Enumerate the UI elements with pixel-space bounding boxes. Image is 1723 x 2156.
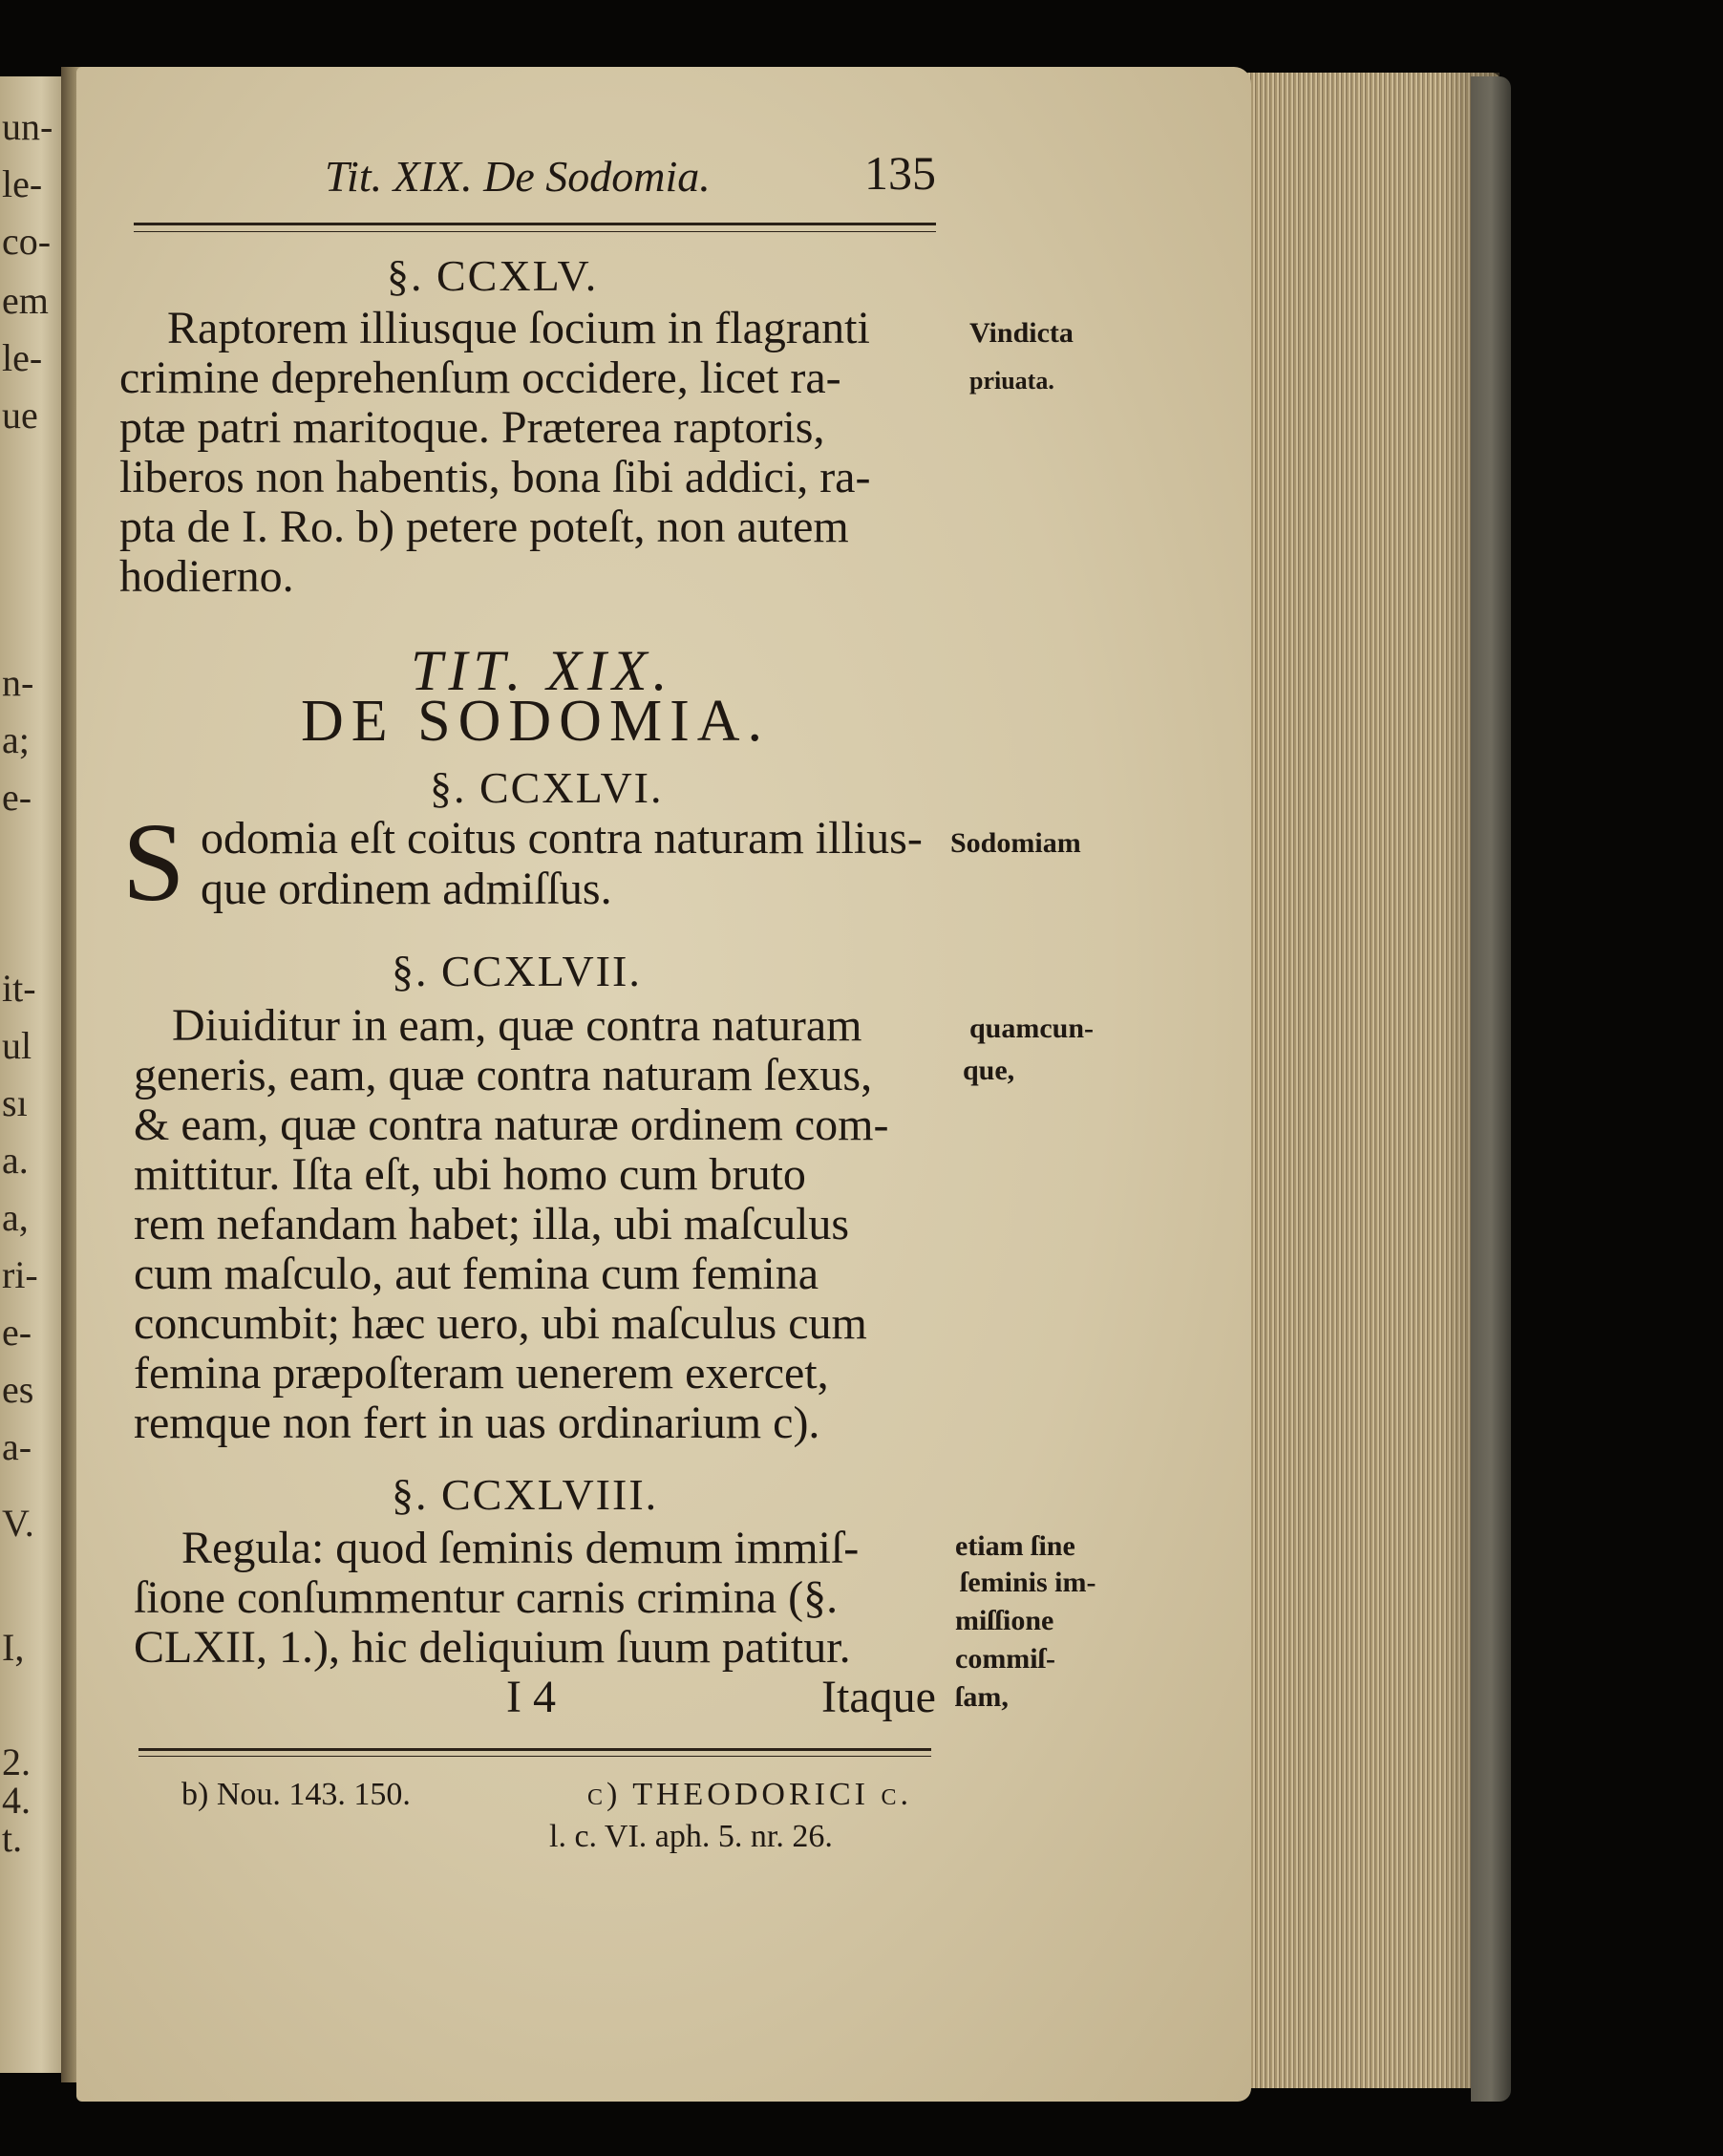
left-page-fragment: 2. [2, 1740, 31, 1783]
left-page-fragment: ri- [2, 1253, 38, 1296]
left-page-fragment: le- [2, 336, 43, 379]
sec247-line-2: generis, eam, quæ contra naturam ſexus, [134, 1050, 873, 1100]
page-number: 135 [864, 146, 936, 200]
left-page-fragment: le- [2, 162, 43, 205]
left-page-fragment: a- [2, 1425, 32, 1468]
running-title: Tit. XIX. De Sodomia. [325, 152, 711, 201]
footnote-c-line-2: l. c. VI. aph. 5. nr. 26. [549, 1819, 833, 1854]
left-page-fragment: 4. [2, 1779, 31, 1822]
left-page-fragment: sı [2, 1081, 28, 1124]
margin-note-248-1: etiam ſine [955, 1530, 1075, 1562]
margin-note-248-5: ſam, [955, 1681, 1009, 1713]
sec248-line-3: CLXII, 1.), hic deliquium ſuum patitur. [134, 1622, 851, 1673]
section-heading-246: §. CCXLVI. [430, 763, 664, 812]
margin-note-248-4: commiſ- [955, 1643, 1055, 1675]
header-rule-thin [134, 231, 936, 232]
sec247-line-9: remque non fert in uas ordinarium c). [134, 1398, 820, 1448]
chapter-title-number: TIT. XIX. [411, 639, 673, 702]
sec246-line-1: odomia eſt coitus contra naturam illius- [201, 813, 923, 864]
sec246-line-2: que ordinem admiſſus. [201, 864, 612, 914]
left-facing-page-edge [0, 76, 69, 2073]
margin-note-248-3: miſſione [955, 1605, 1054, 1636]
margin-note-248-2: ſeminis im- [960, 1567, 1096, 1598]
chapter-title: DE SODOMIA. [301, 689, 770, 754]
sec247-line-8: femina præpoſteram uenerem exercet, [134, 1348, 829, 1398]
book-cover-edge [1471, 76, 1511, 2102]
left-page-fragment: em [2, 279, 49, 322]
sec245-line-6: hodierno. [119, 551, 294, 602]
left-page-fragment: e- [2, 1311, 32, 1354]
left-page-fragment: ul [2, 1024, 32, 1067]
left-page-fragment: a, [2, 1196, 29, 1239]
sec245-line-3: ptæ patri maritoque. Præterea raptoris, [119, 402, 825, 453]
margin-note-245-2: priuata. [969, 367, 1054, 395]
section-heading-248: §. CCXLVIII. [392, 1470, 659, 1519]
left-page-fragment: ue [2, 394, 38, 437]
left-page-fragment: es [2, 1368, 34, 1411]
drop-cap: S [122, 800, 185, 925]
footnote-rule [138, 1748, 931, 1751]
margin-note-246: Sodomiam [950, 827, 1081, 859]
sec245-line-1: Raptorem illiusque ſocium in flagranti [167, 303, 870, 353]
catchword: Itaque [821, 1672, 936, 1722]
sec247-line-4: mittitur. Iſta eſt, ubi homo cum bruto [134, 1149, 806, 1200]
margin-note-247-2: que, [963, 1055, 1015, 1086]
margin-note-247-1: quamcun- [969, 1013, 1095, 1044]
sec248-line-1: Regula: quod ſeminis demum immiſ- [181, 1523, 860, 1573]
sec245-line-4: liberos non habentis, bona ſibi addici, ra- [119, 452, 871, 502]
left-page-fragment: I, [2, 1626, 25, 1669]
sec247-line-6: cum maſculo, aut femina cum femina [134, 1249, 819, 1299]
sec247-line-1: Diuiditur in eam, quæ contra naturam [172, 1000, 862, 1051]
sec248-line-2: ſione conſummentur carnis crimina (§. [134, 1572, 839, 1623]
margin-note-245-1: Vindicta [969, 317, 1074, 349]
left-page-fragment: a; [2, 718, 30, 761]
signature-mark: I 4 [506, 1672, 556, 1722]
left-page-fragment: un- [2, 105, 53, 148]
footnote-b: b) Nou. 143. 150. [181, 1777, 411, 1812]
section-heading-247: §. CCXLVII. [392, 947, 642, 995]
footnote-rule-thin [138, 1756, 931, 1757]
left-page-fragment: V. [2, 1502, 34, 1545]
sec247-line-7: concumbit; hæc uero, ubi maſculus cum [134, 1298, 867, 1349]
page-fore-edge [1232, 73, 1500, 2088]
sec247-line-3: & eam, quæ contra naturæ ordinem com- [134, 1099, 889, 1150]
left-page-fragment: e- [2, 776, 32, 819]
sec245-line-5: pta de I. Ro. b) petere poteſt, non autem [119, 502, 849, 552]
sec245-line-2: crimine deprehenſum occidere, licet ra- [119, 352, 841, 403]
header-rule [134, 223, 936, 225]
footnote-c-line-1: c) THEODORICI c. [587, 1777, 912, 1812]
left-page-fragment: a. [2, 1139, 29, 1182]
left-page-fragment: co- [2, 220, 52, 263]
section-heading-245: §. CCXLV. [387, 251, 599, 300]
left-page-fragment: n- [2, 661, 34, 704]
left-page-fragment: t. [2, 1817, 23, 1860]
sec247-line-5: rem nefandam habet; illa, ubi maſculus [134, 1199, 850, 1249]
left-page-fragment: it- [2, 967, 36, 1010]
